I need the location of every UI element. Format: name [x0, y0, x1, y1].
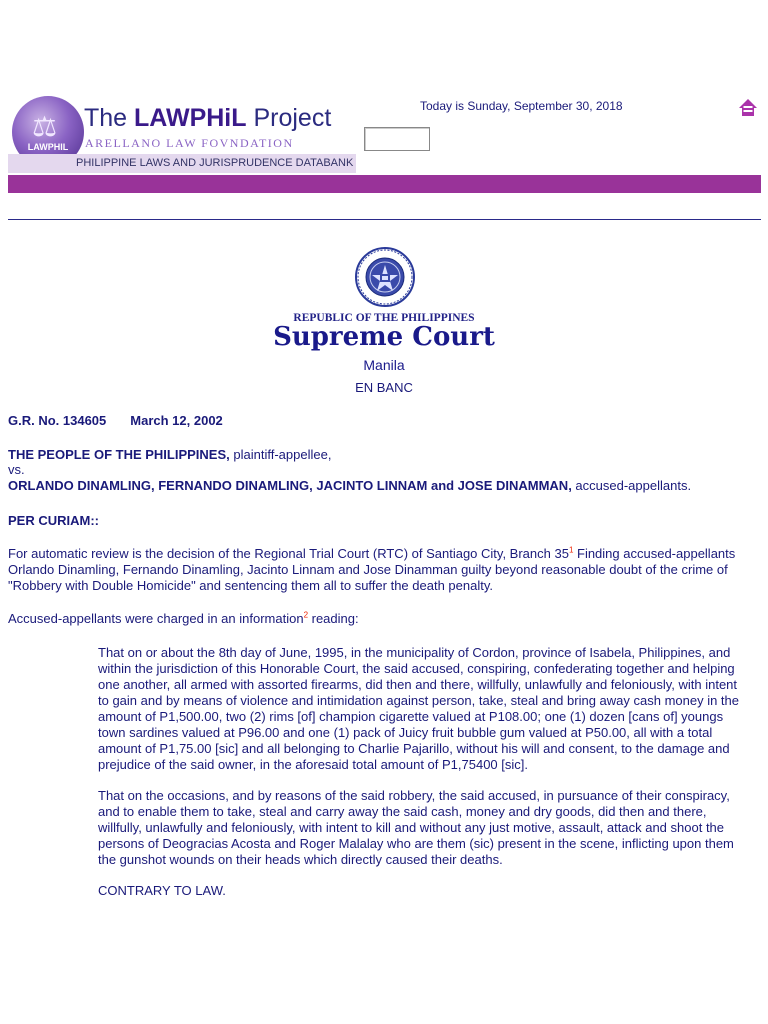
versus: vs. — [8, 462, 25, 477]
plaintiff-name: THE PEOPLE OF THE PHILIPPINES, — [8, 447, 230, 462]
quote-line: the gunshot wounds on their heads which directly caused their deaths. — [98, 852, 503, 867]
quote-line: amount of P1,500.00, two (2) rims [of] champion cigarette valued at P108.00; one (1) dozen [cans of] youngs — [98, 709, 724, 724]
today-date: Today is Sunday, September 30, 2018 — [420, 99, 623, 113]
site-tagline: PHILIPPINE LAWS AND JURISPRUDENCE DATABANK — [76, 157, 354, 169]
paragraph-information: Accused-appellants were charged in an information$^2$ reading: — [8, 610, 359, 626]
quote-line: amount of P1,75.00 [sic] and all belonging to Charlie Pajarillo, without his will and consent, to the damage and — [98, 741, 730, 756]
republic-label: REPUBLIC OF THE PHILIPPINES — [293, 312, 475, 324]
footnote-link-1[interactable]: 1 — [568, 545, 574, 555]
quote-line: to gain and by means of violence and intimidation against person, take, steal and bring away cash money in the — [98, 693, 740, 708]
court-city: Manila — [363, 357, 405, 373]
information-quote-homicide — [98, 788, 753, 868]
divider — [8, 219, 761, 220]
quote-line: willfully, unlawfully and feloniously, with intent to kill and without any just motive, assault, attack and shoot the — [98, 820, 725, 835]
emblem-text: LAWPHIL — [27, 142, 69, 152]
contrary-to-law: CONTRARY TO LAW. — [98, 883, 226, 898]
quote-line: town sardines valued at P96.00 and one (1) pack of Juicy fruit bubble gum valued at P50.00, all with a total — [98, 725, 713, 740]
per-curiam-heading: PER CURIAM:: — [8, 513, 99, 528]
footnote-link-2[interactable]: 2 — [303, 610, 309, 620]
case-date: March 12, 2002 — [130, 413, 223, 428]
search-input[interactable] — [364, 127, 430, 151]
court-division: EN BANC — [355, 380, 413, 395]
navigation-bar — [8, 175, 761, 193]
lawphil-logo[interactable] — [8, 94, 356, 174]
quote-line: prejudice of the said owner, in the aforesaid total amount of P1,75400 [sic]. — [98, 757, 528, 772]
site-subtitle: ARELLANO LAW FOVNDATION — [85, 136, 294, 150]
accused-line — [8, 478, 691, 494]
scales-of-justice-icon: ⚖ — [32, 110, 58, 143]
accused-role: accused-appellants. — [571, 478, 692, 493]
quote-line: and to enable them to take, steal and carry away the said cash, money and dry goods, did then and there, — [98, 804, 707, 819]
accused-names: ORLANDO DINAMLING, FERNANDO DINAMLING, JACINTO LINNAM and JOSE DINAMMAN, — [8, 478, 572, 493]
quote-line: persons of Deogracias Acosta and Roger Malalay who are them (sic) present in the scene, inflicting upon them — [98, 836, 734, 851]
court-name: Supreme Court — [273, 322, 495, 352]
case-number-line — [8, 413, 223, 429]
quote-line: one another, all armed with assorted firearms, did then and there, willfully, unlawfully and feloniously, with intent — [98, 677, 738, 692]
information-quote-robbery — [98, 645, 753, 773]
home-icon[interactable] — [738, 98, 758, 118]
supreme-court-seal-icon — [355, 246, 415, 308]
quote-line: That on the occasions, and by reasons of the said robbery, the said accused, in pursuance of their conspiracy, — [98, 788, 730, 803]
paragraph-automatic-review: For automatic review is the decision of the Regional Trial Court (RTC) of Santiago City, Branch 35$^1$ Finding accused-appellants Orlando Dinamling, Fernando Dinamling, Jacinto Linnam and Jose Dinamman guilty beyond reasonable doubt of the crime of "Robbery with Double Homicide" and sentencing them all to suffer the death penalty. — [8, 545, 736, 593]
site-tagline-band — [8, 154, 356, 173]
gr-number: G.R. No. 134605 — [8, 413, 107, 428]
plaintiff-role: plaintiff-appellee, — [229, 447, 332, 462]
site-title: The LAWPHiL Project — [84, 104, 332, 132]
plaintiff-line — [8, 447, 331, 463]
quote-line: That on or about the 8th day of June, 1995, in the municipality of Cordon, province of Isabela, Philippines, and — [98, 645, 731, 660]
quote-line: within the jurisdiction of this Honorable Court, the said accused, conspiring, confederating together and helping — [98, 661, 735, 676]
